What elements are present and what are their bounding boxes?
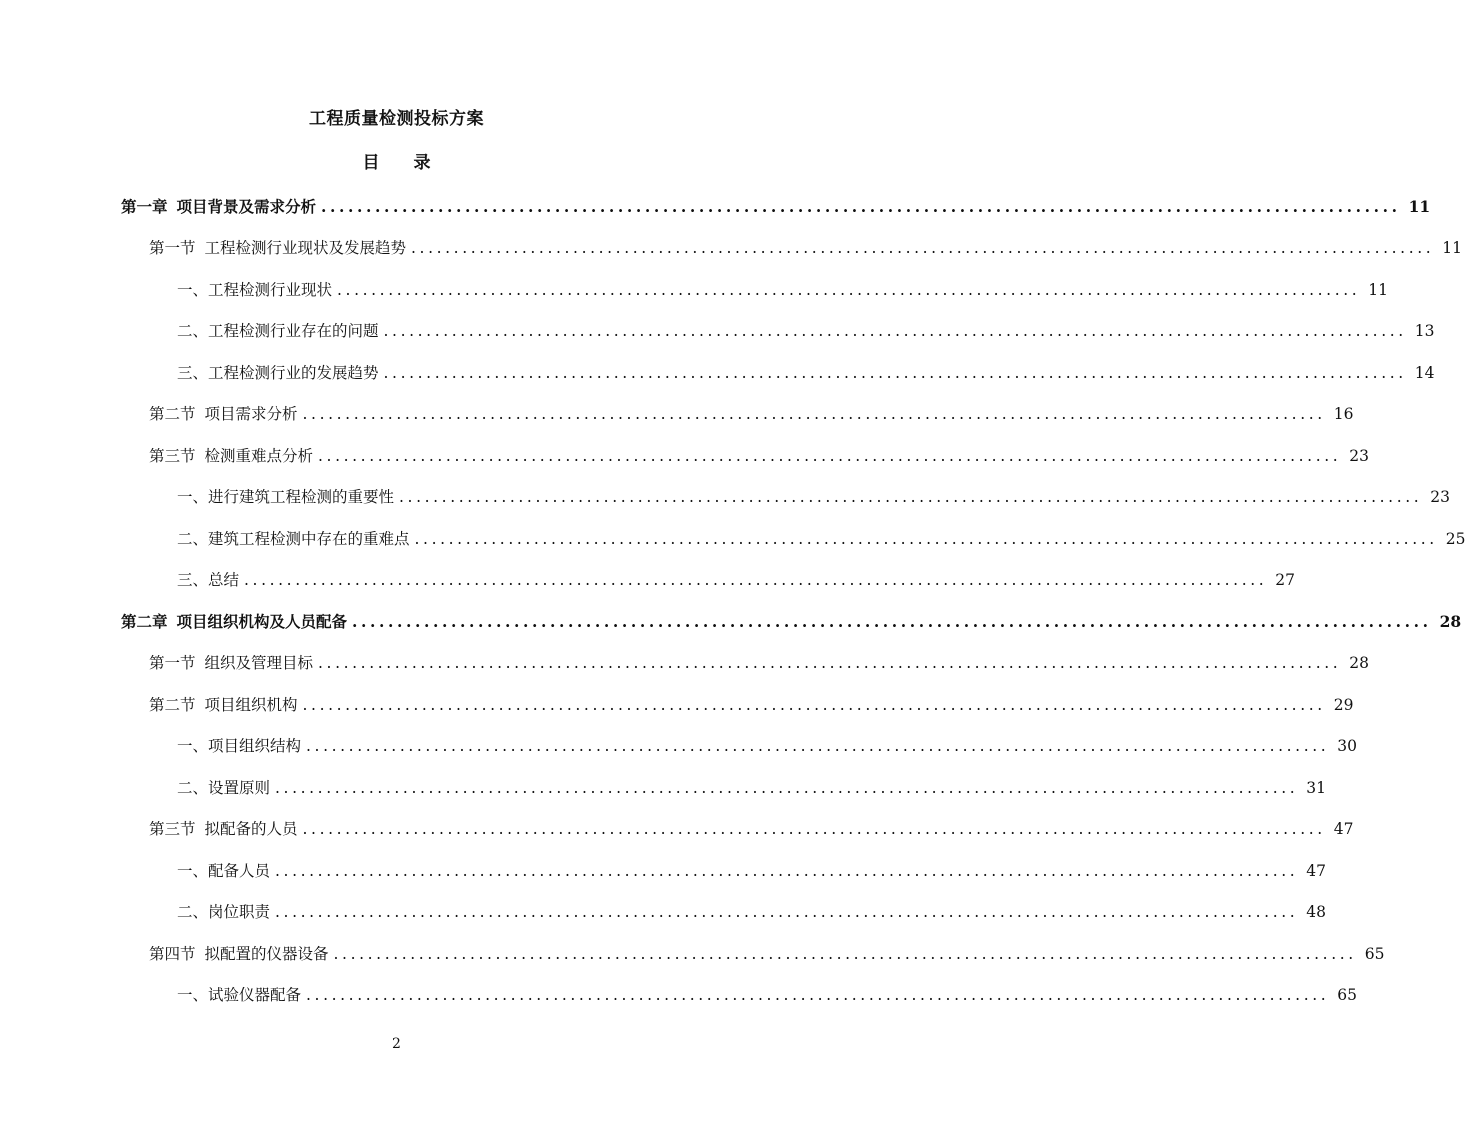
toc-dot-leader: ........................................................................................................................ [275,778,1299,797]
toc-subsection-entry[interactable] [121,560,1296,602]
toc-entry-title: 检测重难点分析 [204,446,314,465]
toc-dot-leader: ........................................................................................................................ [352,611,1432,631]
toc-entry-page-number: 11 [1368,280,1389,299]
toc-entry-text [177,321,379,341]
toc-section-entry[interactable] [121,684,1354,726]
toc-entry-text [177,280,332,300]
toc-entry-number: 第二章 [121,611,168,631]
toc-entry-page-number: 23 [1430,488,1451,507]
toc-entry-text [177,902,270,922]
toc-dot-leader: ........................................................................................................................ [337,280,1361,299]
toc-entry-page-number: 31 [1306,778,1327,797]
toc-entry-title: 项目需求分析 [204,405,298,424]
toc-entry-title: 工程检测行业的发展趋势 [208,363,379,382]
toc-dot-leader: ........................................................................................................................ [244,571,1268,590]
toc-entry-page-number: 48 [1306,903,1327,922]
toc-dot-leader: ........................................................................................................................ [306,986,1330,1005]
toc-entry-title: 工程检测行业现状及发展趋势 [204,239,407,258]
toc-entry-text [177,736,301,756]
toc-entry-number: 一、 [177,488,209,507]
toc-heading: 目 录 [362,153,445,173]
toc-dot-leader: ........................................................................................................................ [383,322,1407,341]
toc-entry-number: 三、 [177,363,209,382]
toc-entry-text [177,861,270,881]
toc-entry-number: 一、 [177,280,209,299]
toc-entry-text [149,944,329,964]
toc-entry-page-number: 29 [1333,695,1354,714]
toc-entry-text [177,985,301,1005]
toc-dot-leader: ........................................................................................................................ [333,944,1357,963]
toc-entry-title: 试验仪器配备 [208,986,302,1005]
toc-chapter-entry[interactable] [121,601,1462,643]
toc-entry-number: 二、 [177,529,209,548]
toc-entry-page-number: 11 [1408,196,1431,216]
toc-dot-leader: ........................................................................................................................ [275,903,1299,922]
toc-dot-leader: ........................................................................................................................ [318,654,1342,673]
toc-entry-title: 工程检测行业现状 [208,280,333,299]
toc-subsection-entry[interactable] [121,975,1358,1017]
toc-entry-title: 拟配备的人员 [204,820,298,839]
toc-entry-number: 二、 [177,778,209,797]
toc-dot-leader: ........................................................................................................................ [302,820,1326,839]
toc-subsection-entry[interactable] [121,477,1451,519]
toc-dot-leader: ........................................................................................................................ [318,446,1342,465]
page-number: 2 [392,1036,401,1052]
toc-entry-number: 第一节 [149,239,196,258]
toc-entry-text [149,695,298,715]
toc-entry-title: 组织及管理目标 [204,654,314,673]
toc-entry-title: 岗位职责 [208,903,271,922]
toc-entry-page-number: 23 [1349,446,1370,465]
toc-section-entry[interactable] [121,643,1370,685]
toc-entry-title: 工程检测行业存在的问题 [208,322,379,341]
toc-subsection-entry[interactable] [121,518,1466,560]
toc-entry-page-number: 27 [1275,571,1296,590]
toc-entry-text [149,404,298,424]
toc-entry-title: 项目组织机构及人员配备 [176,611,348,631]
toc-subsection-entry[interactable] [121,311,1435,353]
toc-entry-text [177,529,410,549]
toc-entry-number: 第二节 [149,405,196,424]
toc-entry-text [149,819,298,839]
toc-entry-number: 第三节 [149,446,196,465]
document-title: 工程质量检测投标方案 [309,109,484,129]
toc-entry-number: 二、 [177,903,209,922]
toc-entry-text [149,653,313,673]
toc-entry-page-number: 47 [1333,820,1354,839]
toc-dot-leader: ........................................................................................................................ [414,529,1438,548]
toc-dot-leader: ........................................................................................................................ [302,405,1326,424]
toc-entry-page-number: 14 [1414,363,1435,382]
toc-entry-title: 设置原则 [208,778,271,797]
toc-entry-page-number: 47 [1306,861,1327,880]
toc-entry-number: 三、 [177,571,209,590]
toc-subsection-entry[interactable] [121,726,1358,768]
toc-entry-number: 第二节 [149,695,196,714]
toc-dot-leader: ........................................................................................................................ [321,196,1401,216]
toc-entry-number: 一、 [177,737,209,756]
toc-entry-page-number: 13 [1414,322,1435,341]
toc-dot-leader: ........................................................................................................................ [411,239,1435,258]
toc-entry-title: 进行建筑工程检测的重要性 [208,488,395,507]
toc-section-entry[interactable] [121,933,1385,975]
toc-subsection-entry[interactable] [121,892,1327,934]
table-of-contents [121,186,1466,1016]
toc-entry-title: 项目组织机构 [204,695,298,714]
toc-entry-title: 配备人员 [208,861,271,880]
toc-entry-page-number: 65 [1337,986,1358,1005]
toc-section-entry[interactable] [121,228,1463,270]
toc-entry-page-number: 28 [1349,654,1370,673]
toc-entry-page-number: 16 [1333,405,1354,424]
toc-section-entry[interactable] [121,394,1354,436]
toc-entry-page-number: 65 [1364,944,1385,963]
toc-entry-title: 项目背景及需求分析 [176,196,317,216]
toc-entry-title: 拟配置的仪器设备 [204,944,329,963]
toc-subsection-entry[interactable] [121,352,1435,394]
toc-entry-number: 第四节 [149,944,196,963]
toc-entry-number: 第三节 [149,820,196,839]
toc-dot-leader: ........................................................................................................................ [399,488,1423,507]
toc-entry-page-number: 11 [1442,239,1463,258]
toc-subsection-entry[interactable] [121,269,1389,311]
toc-entry-title: 建筑工程检测中存在的重难点 [208,529,410,548]
toc-section-entry[interactable] [121,435,1370,477]
toc-entry-number: 第一章 [121,196,168,216]
toc-dot-leader: ........................................................................................................................ [275,861,1299,880]
toc-entry-page-number: 30 [1337,737,1358,756]
toc-dot-leader: ........................................................................................................................ [383,363,1407,382]
toc-subsection-entry[interactable] [121,767,1327,809]
toc-entry-number: 第一节 [149,654,196,673]
toc-entry-page-number: 28 [1439,611,1462,631]
toc-chapter-entry[interactable] [121,186,1431,228]
toc-entry-number: 一、 [177,861,209,880]
toc-entry-number: 一、 [177,986,209,1005]
toc-subsection-entry[interactable] [121,850,1327,892]
toc-entry-text [149,446,313,466]
toc-entry-text [149,238,406,258]
toc-entry-text [121,197,316,217]
toc-entry-text [177,363,379,383]
toc-dot-leader: ........................................................................................................................ [302,695,1326,714]
toc-entry-title: 项目组织结构 [208,737,302,756]
toc-entry-page-number: 25 [1445,529,1466,548]
toc-entry-title: 总结 [208,571,240,590]
toc-section-entry[interactable] [121,809,1354,851]
toc-dot-leader: ........................................................................................................................ [306,737,1330,756]
toc-entry-text [121,612,347,632]
toc-entry-number: 二、 [177,322,209,341]
toc-entry-text [177,778,270,798]
toc-entry-text [177,487,394,507]
toc-entry-text [177,570,239,590]
